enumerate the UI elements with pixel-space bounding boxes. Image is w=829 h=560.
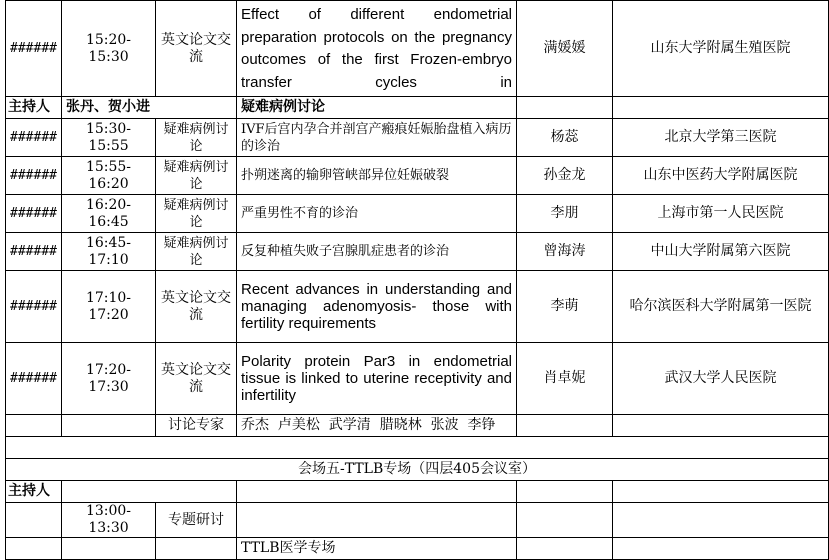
empty-cell: [237, 481, 517, 503]
table-row: [6, 343, 829, 415]
empty-cell: [6, 503, 62, 538]
table-row: [6, 195, 829, 233]
title-cell: TTLB医学专场: [237, 538, 517, 560]
empty-cell: [62, 481, 237, 503]
time-cell: 15:55-16:20: [62, 157, 156, 195]
time-cell: 16:20-16:45: [62, 195, 156, 233]
title-cell: IVF后宫内孕合并剖宫产瘢痕妊娠胎盘植入病历的诊治: [237, 119, 517, 157]
affiliation-cell: 山东中医药大学附属医院: [613, 157, 829, 195]
type-cell: 英文论文交流: [156, 1, 237, 97]
session-title: 疑难病例讨论: [237, 97, 517, 119]
affiliation-cell: 哈尔滨医科大学附属第一医院: [613, 271, 829, 343]
affiliation-cell: 中山大学附属第六医院: [613, 233, 829, 271]
empty-cell: [6, 437, 829, 459]
type-cell: 疑难病例讨论: [156, 119, 237, 157]
speaker-cell: 肖卓妮: [517, 343, 613, 415]
spacer-row: [6, 437, 829, 459]
date-cell: ######: [6, 343, 62, 415]
empty-cell: [613, 97, 829, 119]
title-cell: [237, 1, 517, 97]
empty-cell: [517, 538, 613, 560]
empty-cell: [237, 503, 517, 538]
empty-cell: [156, 538, 237, 560]
time-cell: 17:20-17:30: [62, 343, 156, 415]
title-cell: 扑朔迷离的输卵管峡部异位妊娠破裂: [237, 157, 517, 195]
date-cell: ######: [6, 119, 62, 157]
host-label: 主持人: [6, 481, 62, 503]
title-cell: Recent advances in understanding and managing adenomyosis- those with fertility requirements: [237, 271, 517, 343]
table-row: [6, 233, 829, 271]
table-row: [6, 157, 829, 195]
empty-cell: [62, 538, 156, 560]
empty-cell: [613, 538, 829, 560]
schedule-table: [5, 0, 829, 560]
host-row: [6, 481, 829, 503]
time-cell: 15:30-15:55: [62, 119, 156, 157]
venue-title: 会场五-TTLB专场（四层405会议室）: [6, 459, 829, 481]
empty-cell: [613, 503, 829, 538]
time-cell: 16:45-17:10: [62, 233, 156, 271]
host-names: 张丹、贺小进: [62, 97, 237, 119]
talk-title: Effect of different endometrial preparation protocols on the pregnancy outcomes of the first Frozen-embryo transfer cycles in: [241, 6, 512, 91]
date-cell: ######: [6, 271, 62, 343]
experts-row: [6, 415, 829, 437]
speaker-cell: 曾海涛: [517, 233, 613, 271]
type-cell: 疑难病例讨论: [156, 157, 237, 195]
affiliation-cell: 北京大学第三医院: [613, 119, 829, 157]
host-row: [6, 97, 829, 119]
speaker-cell: 孙金龙: [517, 157, 613, 195]
venue-row: [6, 459, 829, 481]
time-cell: 13:00-13:30: [62, 503, 156, 538]
date-cell: ######: [6, 157, 62, 195]
title-cell: Polarity protein Par3 in endometrial tissue is linked to uterine receptivity and infertility: [237, 343, 517, 415]
affiliation-cell: 山东大学附属生殖医院: [613, 1, 829, 97]
table-row: [6, 271, 829, 343]
time-cell: 17:10-17:20: [62, 271, 156, 343]
speaker-cell: 李朋: [517, 195, 613, 233]
table-row: [6, 503, 829, 538]
type-cell: 疑难病例讨论: [156, 195, 237, 233]
empty-cell: [6, 415, 62, 437]
empty-cell: [517, 503, 613, 538]
table-row: [6, 538, 829, 560]
speaker-cell: 杨蕊: [517, 119, 613, 157]
date-cell: ######: [6, 1, 62, 97]
affiliation-cell: 武汉大学人民医院: [613, 343, 829, 415]
time-cell: 15:20-15:30: [62, 1, 156, 97]
experts-label: 讨论专家: [156, 415, 237, 437]
affiliation-cell: 上海市第一人民医院: [613, 195, 829, 233]
empty-cell: [517, 481, 613, 503]
host-label: 主持人: [6, 97, 62, 119]
empty-cell: [613, 415, 829, 437]
empty-cell: [62, 415, 156, 437]
empty-cell: [613, 481, 829, 503]
type-cell: 英文论文交流: [156, 271, 237, 343]
date-cell: ######: [6, 233, 62, 271]
date-cell: ######: [6, 195, 62, 233]
table-row: [6, 1, 829, 97]
table-row: [6, 119, 829, 157]
type-cell: 英文论文交流: [156, 343, 237, 415]
type-cell: 专题研讨: [156, 503, 237, 538]
empty-cell: [517, 97, 613, 119]
experts-names: 乔杰 卢美松 武学清 腊晓林 张波 李铮: [237, 415, 517, 437]
speaker-cell: 李萌: [517, 271, 613, 343]
title-cell: 反复种植失败子宫腺肌症患者的诊治: [237, 233, 517, 271]
empty-cell: [517, 415, 613, 437]
empty-cell: [6, 538, 62, 560]
type-cell: 疑难病例讨论: [156, 233, 237, 271]
title-cell: 严重男性不育的诊治: [237, 195, 517, 233]
speaker-cell: 满媛媛: [517, 1, 613, 97]
